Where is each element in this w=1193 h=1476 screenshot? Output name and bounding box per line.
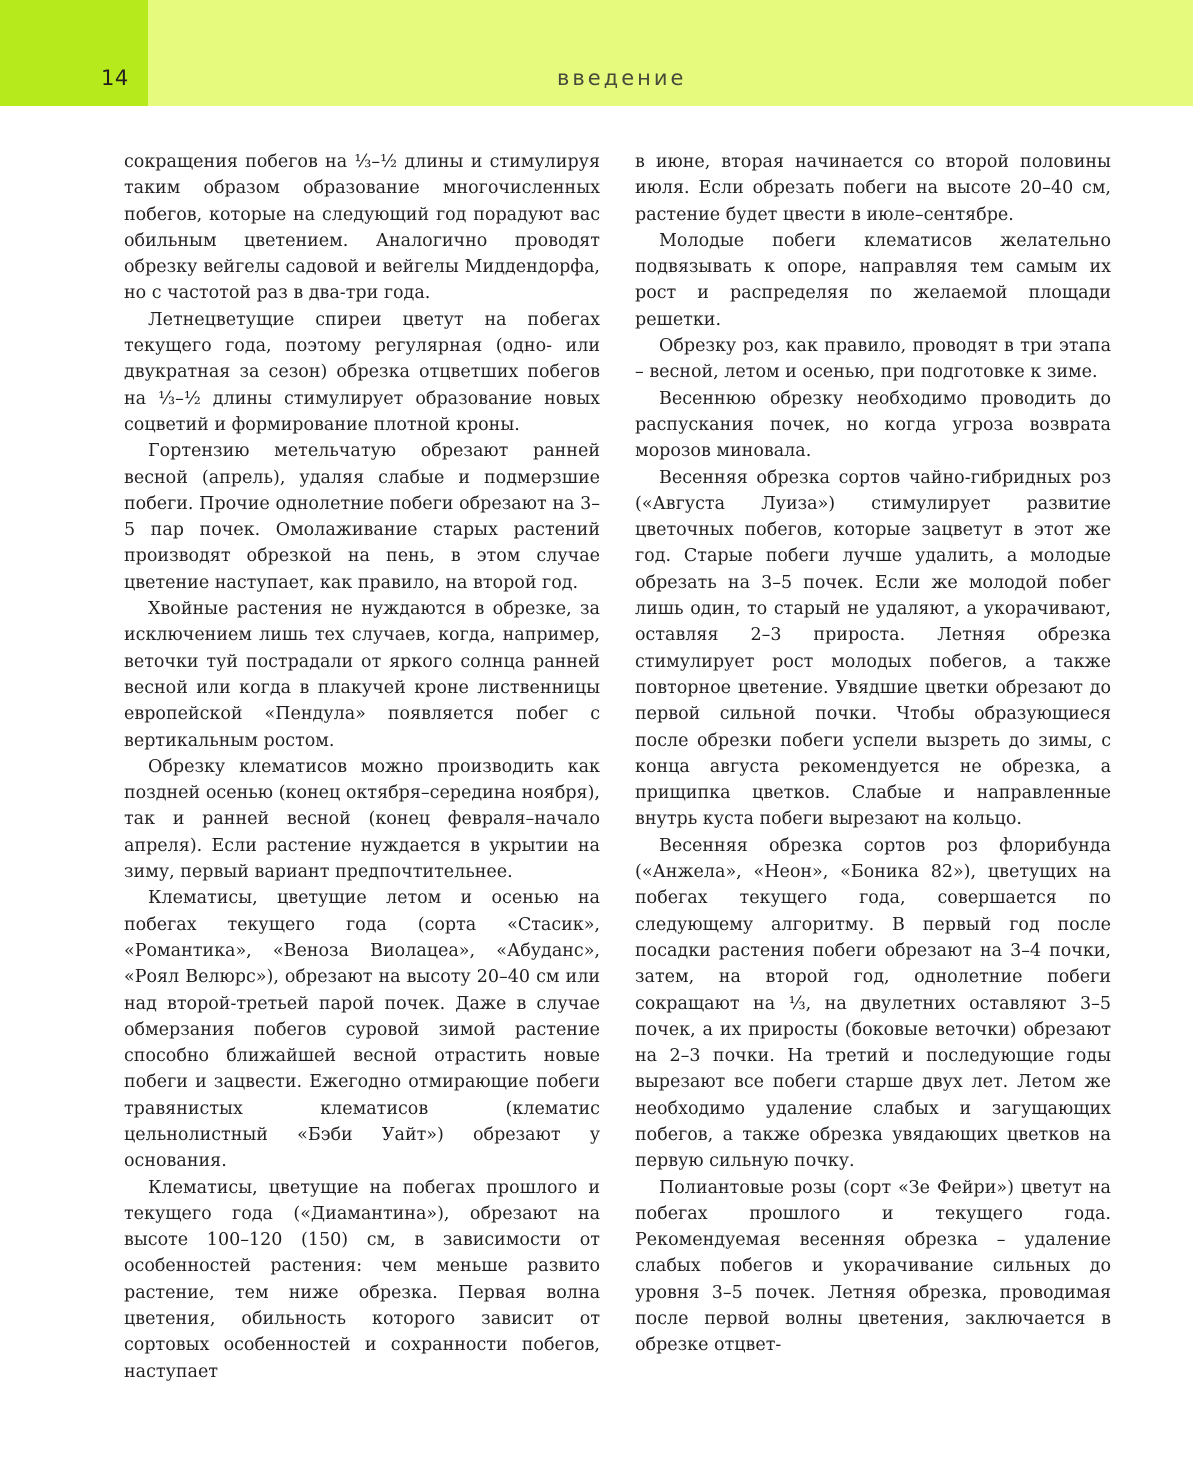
paragraph: Весенняя обрезка сортов роз флорибунда («Анжела», «Неон», «Боника 82»), цветущих на побегах текущего года, совершается по следующему алгоритму. В первый год после посадки растения побеги обрезают на 3–4 почки, затем, на второй год, однолетние побеги сокращают на ⅓, на двулетних оставляют 3–5 почек, а их приросты (боковые веточки) обрезают на 2–3 почки. На третий и последующие годы вырезают все побеги старше двух лет. Летом же необходимо удаление слабых и загущающих побегов, а также обрезка увядающих цветков на первую сильную почку. [635,835,1111,1172]
paragraph: Весеннюю обрезку необходимо проводить до распускания почек, но когда угроза возврата морозов миновала. [635,388,1111,462]
page-header [0,0,1193,106]
paragraph: Полиантовые розы (сорт «Зе Фейри») цветут на побегах прошлого и текущего года. Рекомендуемая весенняя обрезка – удаление слабых побегов и укорачивание сильных до уровня 3–5 почек. Летняя обрезка, проводимая после первой волны цветения, заключается в обрезке отцвет- [635,1177,1111,1356]
page-number: 14 [101,66,129,90]
right-text-column [635,149,1111,1359]
paragraph: Хвойные растения не нуждаются в обрезке, за исключением лишь тех случаев, когда, например, веточки туй пострадали от яркого солнца ранней весной или когда в плакучей кроне лиственницы европейской «Пендула» появляется побег с вертикальным ростом. [124,599,600,751]
paragraph: Обрезку роз, как правило, проводят в три этапа – весной, летом и осенью, при подготовке к зиме. [635,336,1111,383]
paragraph: Клематисы, цветущие летом и осенью на побегах текущего года (сорта «Стасик», «Романтика», «Веноза Виолацеа», «Абуданс», «Роял Велюрс»), обрезают на высоту 20–40 см или над второй-третьей парой почек. Даже в случае обмерзания побегов суровой зимой растение способно ближайшей весной отрастить новые побеги и зацвести. Ежегодно отмирающие побеги травянистых клематисов (клематис цельнолистный «Бэби Уайт») обрезают у основания. [124,888,600,1172]
page-number-tab [0,0,148,106]
paragraph: Весенняя обрезка сортов чайно-гибридных роз («Августа Луиза») стимулирует развитие цветочных побегов, которые зацветут в этот же год. Старые побеги лучше удалить, а молодые обрезать на 3–5 почек. Если же молодой побег лишь один, то старый не удаляют, а укорачивают, оставляя 2–3 прироста. Летняя обрезка стимулирует рост молодых побегов, а также повторное цветение. Увядшие цветки обрезают до первой сильной почки. Чтобы образующиеся после обрезки побеги успели вызреть до зимы, с конца августа рекомендуется не обрезка, а прищипка цветков. Слабые и направленные внутрь куста побеги вырезают на кольцо. [635,467,1111,830]
paragraph: Обрезку клематисов можно производить как поздней осенью (конец октября–середина ноября), так и ранней весной (конец февраля–начало апреля). Если растение нуждается в укрытии на зиму, первый вариант предпочтительнее. [124,756,600,883]
paragraph: сокращения побегов на ⅓–½ длины и стимулируя таким образом образование многочисленных побегов, которые на следующий год порадуют вас обильным цветением. Аналогично проводят обрезку вейгелы садовой и вейгелы Миддендорфа, но с частотой раз в два-три года. [124,152,600,304]
paragraph: Клематисы, цветущие на побегах прошлого и текущего года («Диамантина»), обрезают на высоте 100–120 (150) см, в зависимости от особенностей растения: чем меньше развито растение, тем ниже обрезка. Первая волна цветения, обильность которого зависит от сортовых особенностей и сохранности побегов, наступает [124,1177,600,1382]
left-text-column [124,149,600,1385]
section-title: введение [557,66,687,90]
paragraph: в июне, вторая начинается со второй половины июля. Если обрезать побеги на высоте 20–40 см, растение будет цвести в июле–сентябре. [635,152,1111,225]
paragraph: Молодые побеги клематисов желательно подвязывать к опоре, направляя тем самым их рост и распределяя по желаемой площади решетки. [635,230,1111,330]
paragraph: Летнецветущие спиреи цветут на побегах текущего года, поэтому регулярная (одно- или двукратная за сезон) обрезка отцветших побегов на ⅓–½ длины стимулирует образование новых соцветий и формирование плотной кроны. [124,309,600,435]
paragraph: Гортензию метельчатую обрезают ранней весной (апрель), удаляя слабые и подмерзшие побеги. Прочие однолетние побеги обрезают на 3–5 пар почек. Омолаживание старых растений производят обрезкой на пень, в этом случае цветение наступает, как правило, на второй год. [124,441,600,593]
